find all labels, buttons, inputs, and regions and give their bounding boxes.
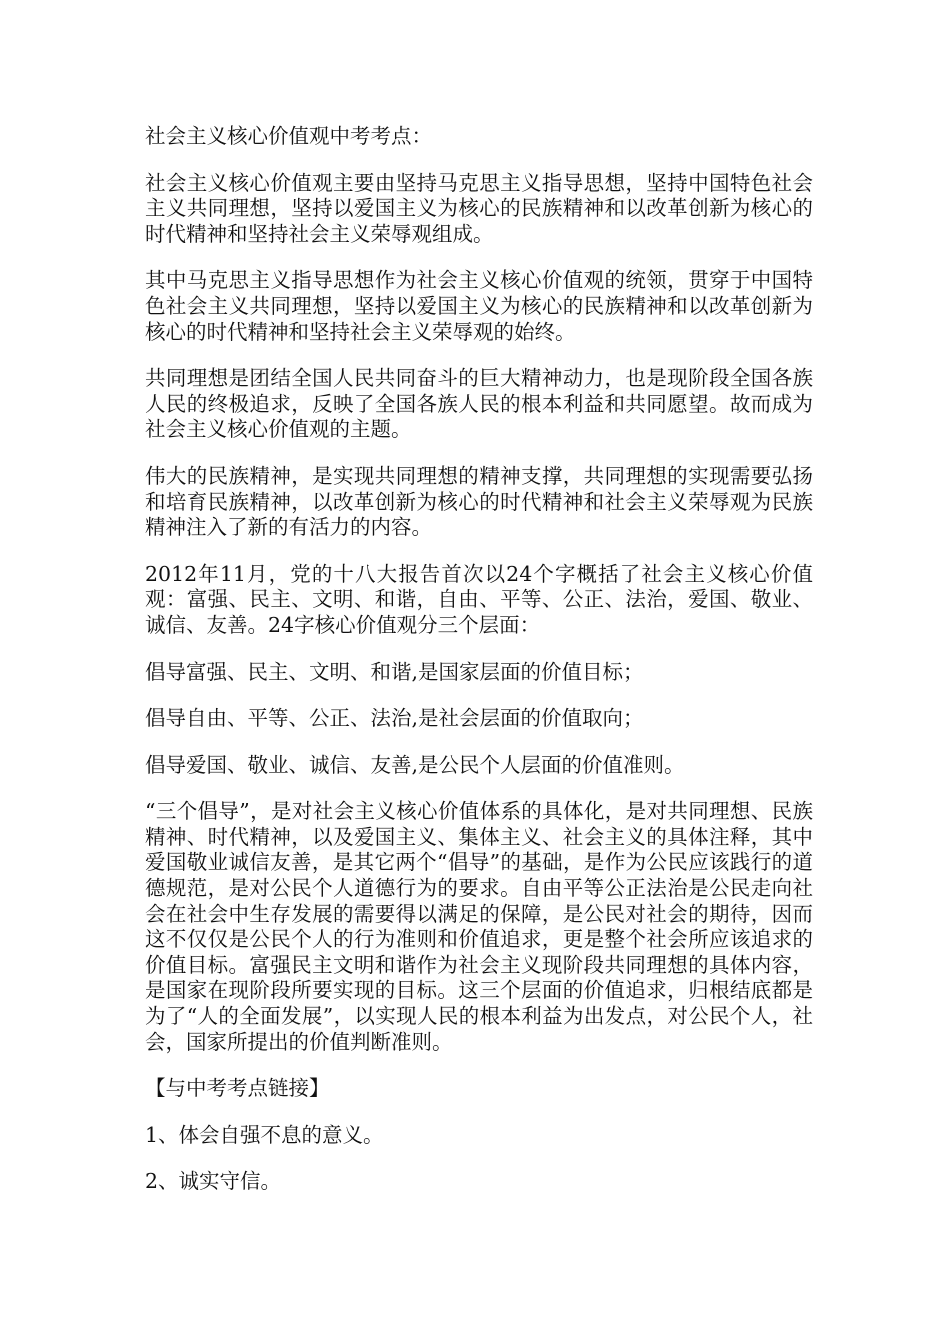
paragraph-three-advocacies: “三个倡导”，是对社会主义核心价值体系的具体化，是对共同理想、民族精神、时代精神，以及爱国主义、集体主义、社会主义的具体注释，其中爱国敬业诚信友善，是其它两个“倡导”的基础，是作为公民应该践行的道德规范，是对公民个人道德行为的要求。自由平等公正法治是公民走向社会在社会中生存发展的需要得以满足的保障，是公民对社会的期待，因而这不仅仅是公民个人的行为准则和价值追求，更是整个社会所应该追求的价值目标。富强民主文明和谐作为社会主义现阶段共同理想的具体内容，是国家在现阶段所要实现的目标。这三个层面的价值追求，归根结底都是为了“人的全面发展”，以实现人民的根本利益为出发点，对公民个人，社会，国家所提出的价值判断准则。 [145,799,813,1054]
list-item-1: 1、体会自强不息的意义。 [145,1122,384,1147]
paragraph-national-spirit: 伟大的民族精神，是实现共同理想的精神支撑，共同理想的实现需要弘扬和培育民族精神，以改革创新为核心的时代精神和社会主义荣辱观为民族精神注入了新的有活力的内容。 [145,463,813,540]
paragraph-24-characters: 2012年11月，党的十八大报告首次以24个字概括了社会主义核心价值观：富强、民主、文明、和谐，自由、平等、公正、法治，爱国、敬业、诚信、友善。24字核心价值观分三个层面： [145,561,813,637]
list-item-2: 2、诚实守信。 [145,1169,282,1194]
paragraph-marxism: 其中马克思主义指导思想作为社会主义核心价值观的统领，贯穿于中国特色社会主义共同理想，坚持以爱国主义为核心的民族精神和以改革创新为核心的时代精神和坚持社会主义荣辱观的始终。 [145,268,813,344]
document-heading: 社会主义核心价值观中考考点： [145,124,432,148]
document-page [145,124,813,1216]
paragraph-composition: 社会主义核心价值观主要由坚持马克思主义指导思想，坚持中国特色社会主义共同理想，坚持以爱国主义为核心的民族精神和以改革创新为核心的时代精神和坚持社会主义荣辱观组成。 [145,170,813,246]
paragraph-social-level: 倡导自由、平等、公正、法治,是社会层面的价值取向； [145,706,644,731]
paragraph-individual-level: 倡导爱国、敬业、诚信、友善,是公民个人层面的价值准则。 [145,752,685,777]
paragraph-common-ideal: 共同理想是团结全国人民共同奋斗的巨大精神动力，也是现阶段全国各族人民的终极追求，反映了全国各族人民的根本利益和共同愿望。故而成为社会主义核心价值观的主题。 [145,366,813,442]
paragraph-national-level: 倡导富强、民主、文明、和谐,是国家层面的价值目标； [145,659,644,684]
section-heading-exam-links: 【与中考考点链接】 [145,1076,330,1101]
